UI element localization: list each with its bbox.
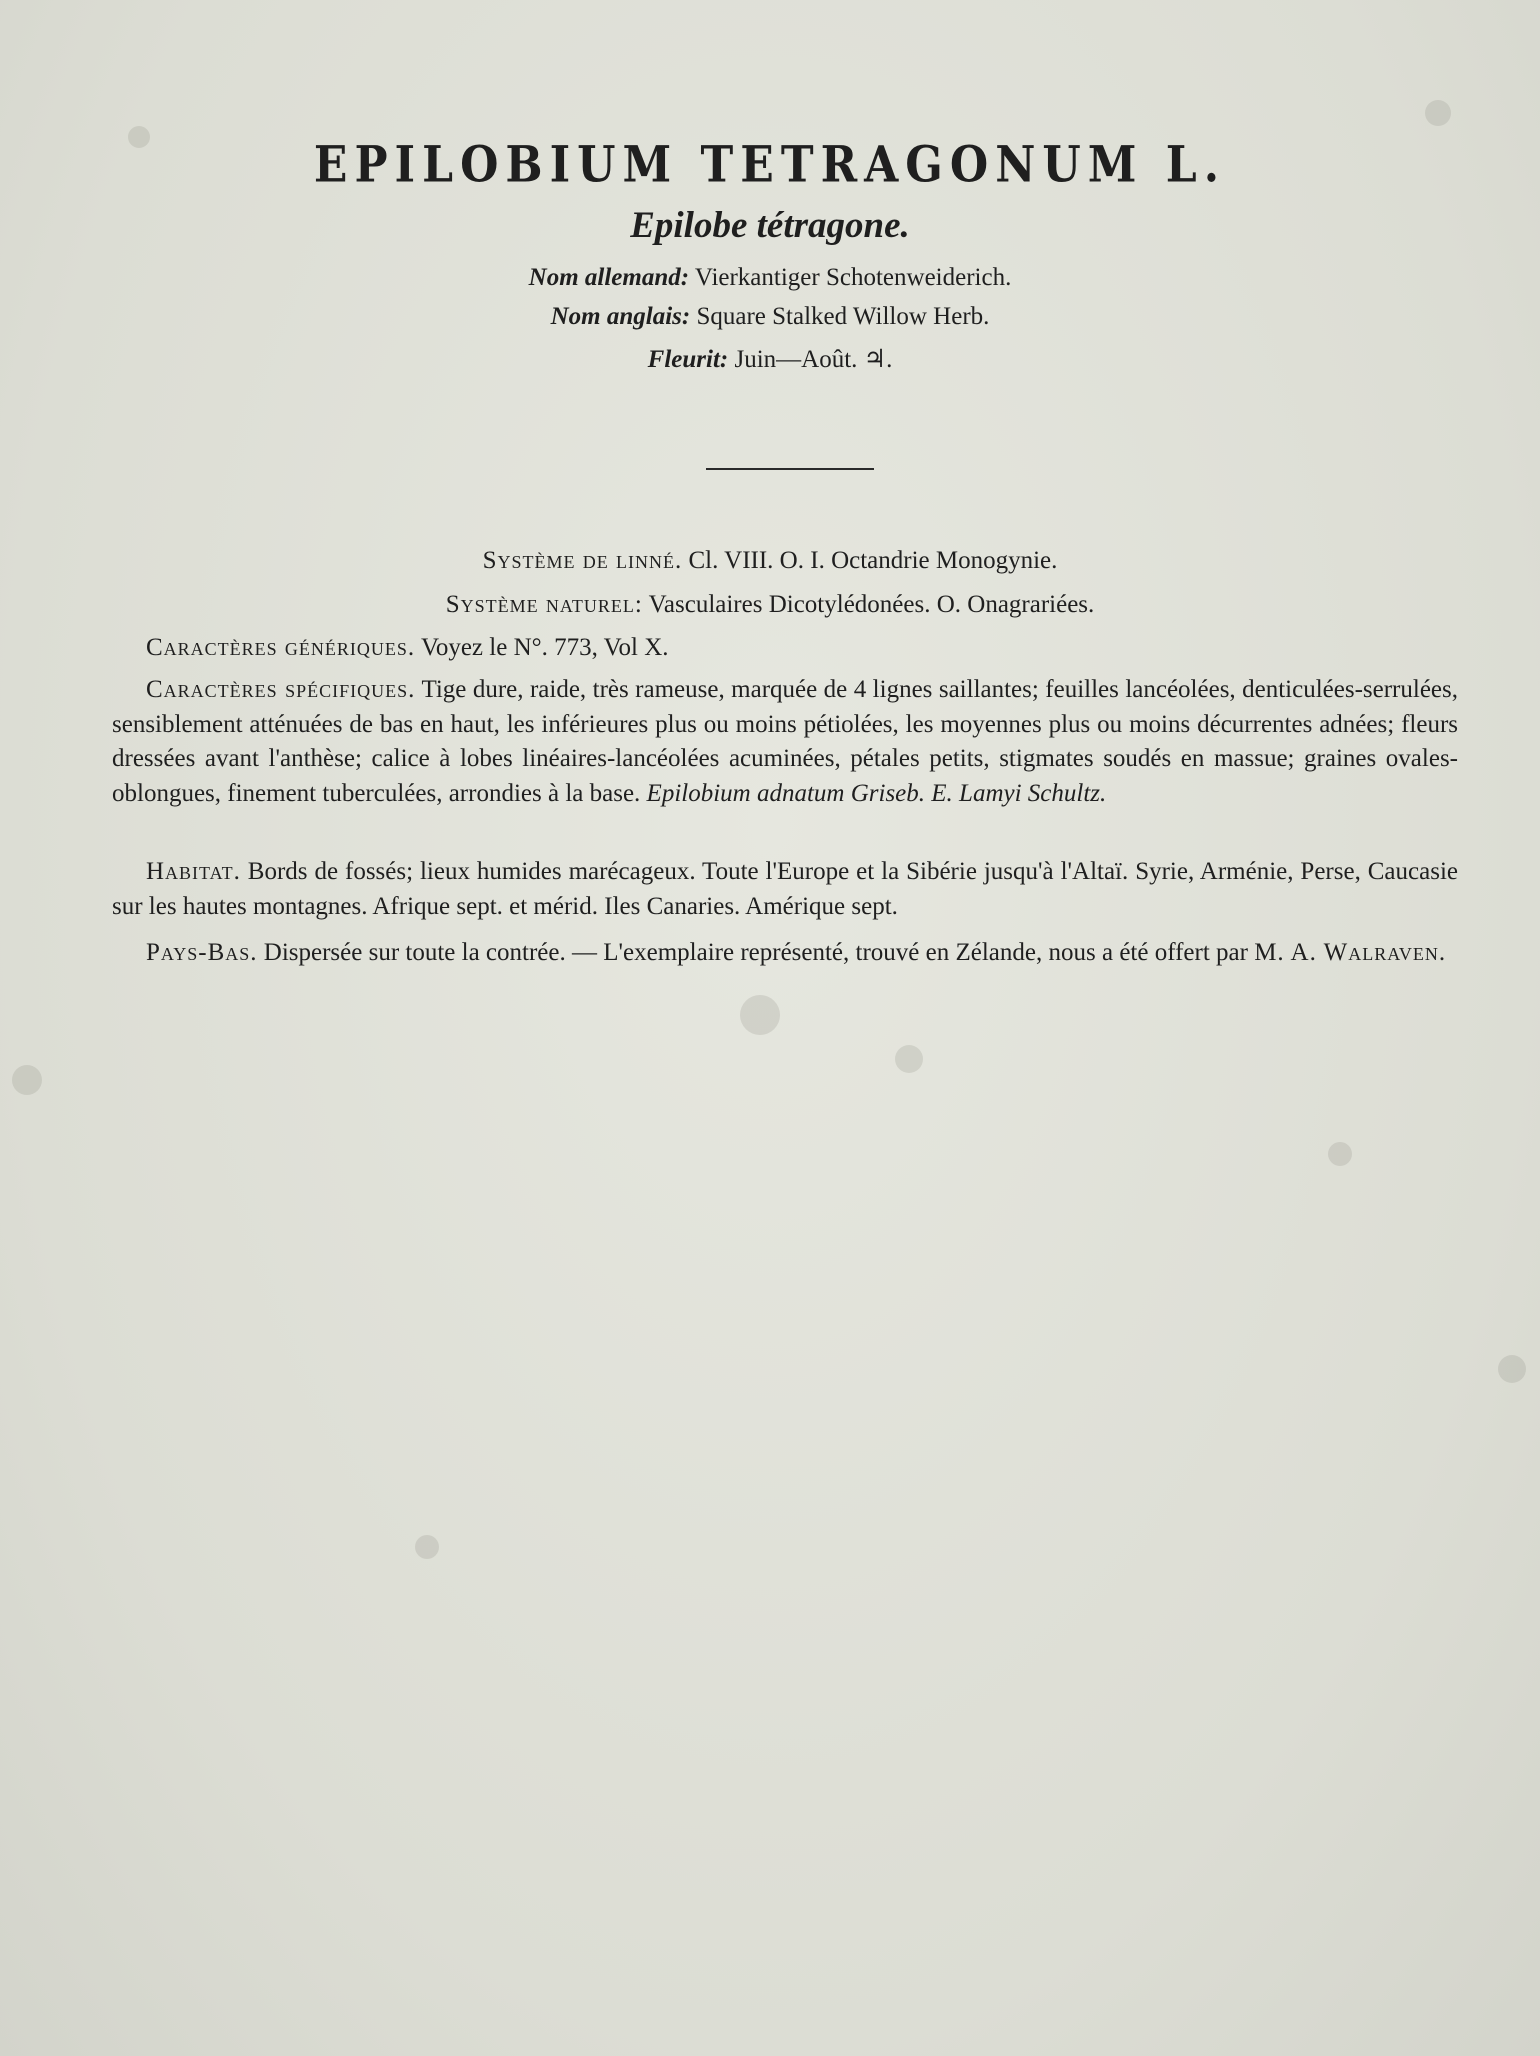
english-name: Square Stalked Willow Herb. [696,303,990,330]
flowering-line [0,344,1540,374]
paper-stain [1425,100,1451,126]
contributor-name: M. A. Walraven. [1254,939,1447,966]
generic-characters-paragraph [112,631,1458,666]
habitat-label: Habitat. [146,858,241,885]
specific-label: Caractères spécifiques. [146,676,416,703]
generic-label: Caractères génériques. [146,634,416,661]
paper-stain [1498,1355,1526,1383]
paper-stain [12,1065,42,1095]
generic-text: Voyez le N°. 773, Vol X. [421,634,669,661]
netherlands-label: Pays-Bas. [146,939,258,966]
netherlands-paragraph [112,936,1458,971]
linne-text: Cl. VIII. O. I. Octandrie Monogynie. [688,547,1058,574]
netherlands-text: Dispersée sur toute la contrée. — L'exemplaire représenté, trouvé en Zélande, nous a été offert par [263,939,1248,966]
german-name-line [0,264,1540,292]
habitat-text: Bords de fossés; lieux humides marécageux. Toute l'Europe et la Sibérie jusqu'à l'Altaï. Syrie, Arménie, Perse, Caucasie sur les hautes montagnes. Afrique sept. et mérid. Iles Canaries. Amérique sept. [112,858,1458,920]
flowering-label: Fleurit: [647,346,729,373]
paper-stain [415,1535,439,1559]
specific-characters-paragraph [112,673,1458,811]
natural-label: Système naturel: [445,591,643,618]
english-name-line [0,303,1540,331]
habitat-paragraph [112,855,1458,924]
divider-rule [706,468,874,470]
natural-text: Vasculaires Dicotylédonées. O. Onagrariées. [648,591,1095,618]
linne-label: Système de linné. [482,547,683,574]
paper-stain [895,1045,923,1073]
german-name-label: Nom allemand: [528,264,690,291]
specific-text: Tige dure, raide, très rameuse, marquée de 4 lignes saillantes; feuilles lancéolées, denticulées-serrulées, sensiblement atténuées de bas en haut, les inférieures plus ou moins pétiolées, les moyennes plus ou moins décurrentes adnées; fleurs dressées avant l'anthèse; calice à lobes linéaires-lancéolées acuminées, pétales petits, stigmates soudés en massue; graines ovales-oblongues, finement tuberculées, arrondies à la base. [112,676,1458,807]
paper-stain [740,995,780,1035]
french-name: Epilobe tétragone. [630,205,910,246]
natural-system-line [0,591,1540,619]
paper-stain [1328,1142,1352,1166]
english-name-label: Nom anglais: [550,303,691,330]
linne-system-line [0,547,1540,575]
german-name: Vierkantiger Schotenweiderich. [694,264,1012,291]
page-title: EPILOBIUM TETRAGONUM L. [313,136,1227,195]
flowering-period: Juin—Août. ♃. [734,346,893,373]
paper-stain [128,126,150,148]
specific-synonyms: Epilobium adnatum Griseb. E. Lamyi Schultz. [646,779,1107,807]
